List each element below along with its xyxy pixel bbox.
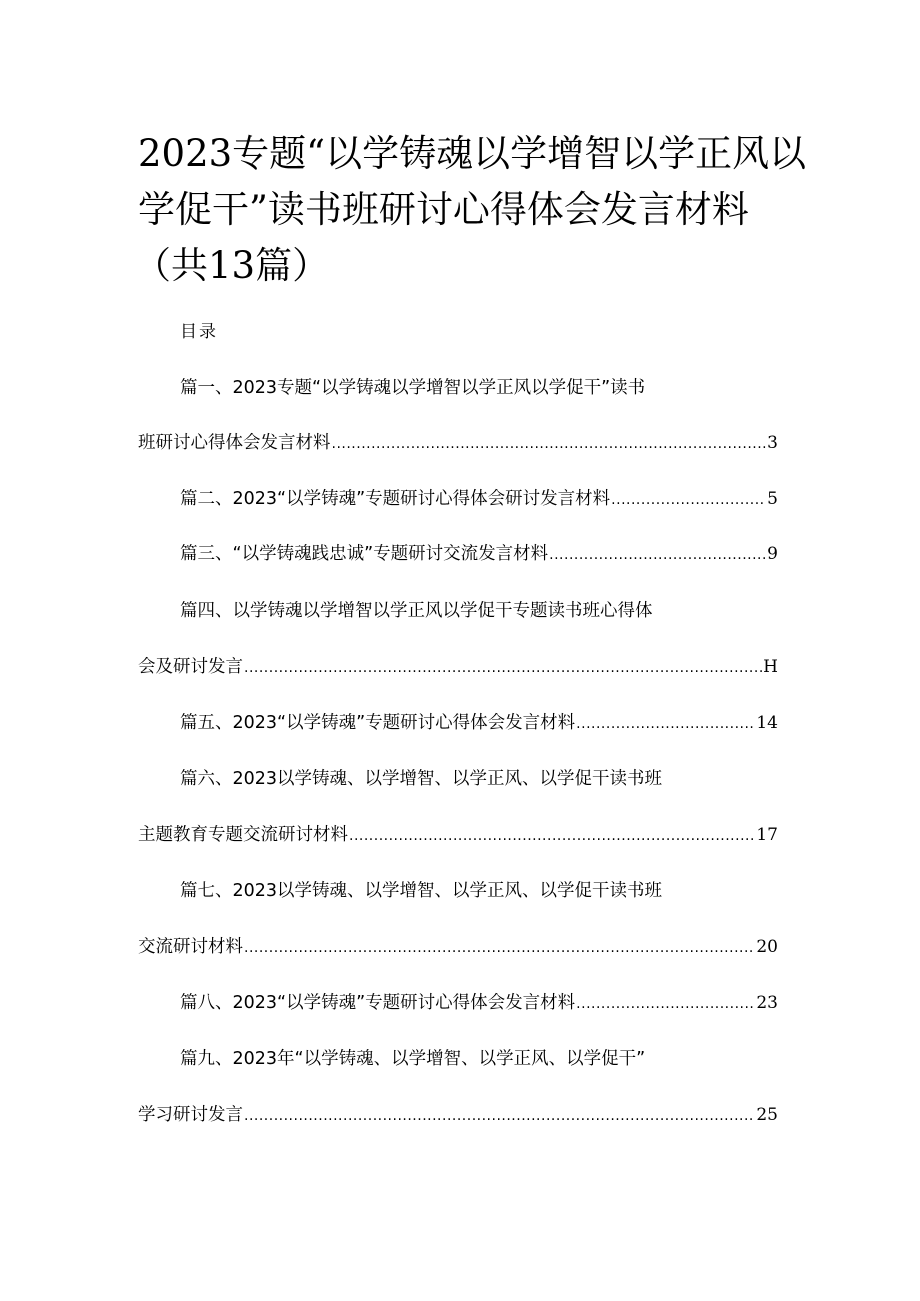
title-line-1: 2023专题“以学铸魂以学增智以学正风以 bbox=[138, 132, 807, 175]
toc-leader-dots bbox=[244, 933, 755, 962]
toc-entry-9-line-2[interactable]: 学习研讨发言 ..... 25 bbox=[138, 1100, 778, 1130]
toc-leader-dots bbox=[576, 989, 755, 1018]
toc-entry-1-line-1[interactable]: 篇一、2023专题“以学铸魂以学增智以学正风以学促干”读书 bbox=[180, 378, 646, 398]
toc-leader-dots bbox=[244, 1101, 755, 1130]
toc-entry-1-line-2[interactable]: 班研讨心得体会发言材料 ..... 3 bbox=[138, 428, 778, 458]
toc-entry-6-line-1[interactable]: 篇六、2023以学铸魂、以学增智、以学正风、以学促干读书班 bbox=[180, 769, 663, 789]
toc-leader-dots bbox=[349, 821, 755, 850]
toc-entry-4-line-1[interactable]: 篇四、以学铸魂以学增智以学正风以学促干专题读书班心得体 bbox=[180, 601, 653, 621]
toc-entry-6-line-2[interactable]: 主题教育专题交流研讨材料 ..... 17 bbox=[138, 820, 778, 850]
toc-page-number: 23 bbox=[756, 993, 778, 1013]
toc-entry-8[interactable]: 篇八、2023“以学铸魂”专题研讨心得体会发言材料 ..... 23 bbox=[180, 988, 778, 1018]
toc-entry-7-line-1[interactable]: 篇七、2023以学铸魂、以学增智、以学正风、以学促干读书班 bbox=[180, 881, 663, 901]
toc-heading: 目录 bbox=[180, 322, 218, 342]
toc-entry-9-line-1[interactable]: 篇九、2023年“以学铸魂、以学增智、以学正风、以学促干” bbox=[180, 1049, 646, 1069]
toc-leader-dots bbox=[549, 540, 766, 569]
toc-page-number: H bbox=[763, 657, 778, 677]
toc-entry-4-line-2[interactable]: 会及研讨发言 ..... H bbox=[138, 652, 778, 682]
toc-entry-3[interactable]: 篇三、“以学铸魂践忠诚”专题研讨交流发言材料 ..... 9 bbox=[180, 539, 778, 569]
toc-page-number: 20 bbox=[756, 937, 778, 957]
toc-entry-5[interactable]: 篇五、2023“以学铸魂”专题研讨心得体会发言材料 ..... 14 bbox=[180, 708, 778, 738]
toc-leader-dots bbox=[576, 709, 755, 738]
toc-entry-7-line-2[interactable]: 交流研讨材料 ..... 20 bbox=[138, 932, 778, 962]
title-line-3: （共13篇） bbox=[134, 244, 330, 287]
toc-page-number: 5 bbox=[767, 489, 778, 509]
title-line-2: 学促干”读书班研讨心得体会发言材料 bbox=[138, 188, 749, 231]
toc-page-number: 25 bbox=[756, 1105, 778, 1125]
toc-page-number: 9 bbox=[767, 544, 778, 564]
toc-leader-dots bbox=[332, 429, 767, 458]
toc-entry-2[interactable]: 篇二、2023“以学铸魂”专题研讨心得体会研讨发言材料 ..... 5 bbox=[180, 484, 778, 514]
toc-page-number: 14 bbox=[756, 713, 778, 733]
toc-page-number: 3 bbox=[767, 433, 778, 453]
toc-leader-dots bbox=[244, 653, 762, 682]
toc-leader-dots bbox=[611, 485, 766, 514]
toc-page-number: 17 bbox=[756, 825, 778, 845]
